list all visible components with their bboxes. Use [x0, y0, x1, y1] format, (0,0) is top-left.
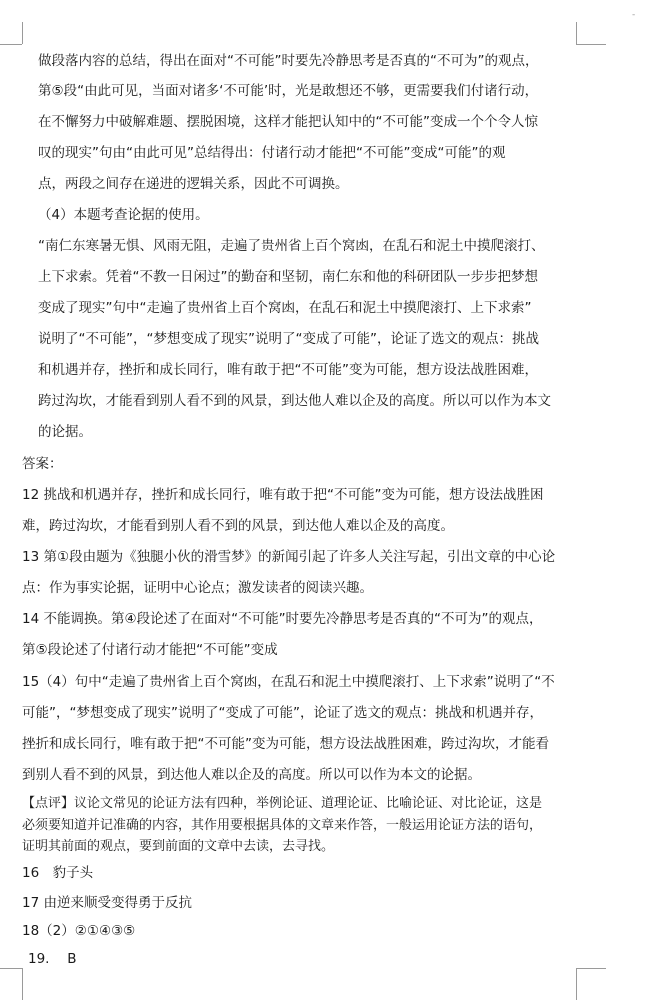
comment-line: 证明其前面的观点，要到前面的文章中去读，去寻找。 — [22, 839, 335, 854]
crop-mark-top-left — [0, 22, 23, 44]
crop-mark-bottom-left-vertical — [22, 968, 23, 1000]
analysis-line: 点，两段之间存在递进的逻辑关系，因此不可调换。 — [38, 176, 349, 192]
crop-mark-top-right — [576, 22, 599, 44]
analysis-line: 跨过沟坎，才能看到别人看不到的风景，到达他人难以企及的高度。所以可以作为本文 — [38, 393, 551, 409]
answer-19: 19. B — [28, 951, 77, 967]
crop-mark-top-left-horizontal — [0, 44, 22, 45]
answer-line: 到别人看不到的风景，到达他人难以企及的高度。所以可以作为本文的论据。 — [22, 767, 481, 783]
answer-line: 挫折和成长同行，唯有敢于把“不可能”变为可能，想方设法战胜困难，跨过沟坎，才能看 — [22, 736, 549, 752]
answer-18: 18（2）②①④③⑤ — [22, 923, 136, 939]
page-dot-mark: - — [632, 10, 636, 20]
analysis-line: “南仁东寒暑无惧、风雨无阻，走遍了贵州省上百个窝凼，在乱石和泥土中摸爬滚打、 — [38, 238, 545, 254]
comment-line: 必须要知道并记准确的内容，其作用要根据具体的文章来作答，一般运用论证方法的语句， — [22, 818, 543, 833]
analysis-line: 叹的现实”句由“由此可见”总结得出：付诸行动才能把“不可能”变成“可能”的观 — [38, 145, 506, 161]
answer-line: 13 第①段由题为《独腿小伙的滑雪梦》的新闻引起了许多人关注写起，引出文章的中心论 — [22, 549, 556, 565]
answer-line: 点：作为事实论据，证明中心论点；激发读者的阅读兴趣。 — [22, 580, 373, 596]
comment-line: 【点评】议论文常见的论证方法有四种，举例论证、道理论证、比喻论证、对比论证，这是 — [22, 796, 543, 811]
answer-line: 第⑤段论述了付诸行动才能把“不可能”变成 — [22, 642, 278, 658]
crop-mark-top-right-horizontal — [576, 44, 606, 45]
crop-mark-bottom-left — [0, 968, 22, 969]
answer-17: 17 由逆来顺受变得勇于反抗 — [22, 895, 192, 911]
answer-line: 15（4）句中“走遍了贵州省上百个窝凼，在乱石和泥土中摸爬滚打、上下求索”说明了“不 — [22, 674, 555, 690]
answer-line: 14 不能调换。第④段论述了在面对“不可能”时要先冷静思考是否真的“不可为”的观点， — [22, 611, 543, 627]
analysis-line: 说明了“不可能”，“梦想变成了现实”说明了“变成了可能”，论证了选文的观点：挑战 — [38, 331, 539, 347]
answer-line: 12 挑战和机遇并存，挫折和成长同行，唯有敢于把“不可能”变为可能，想方设法战胜困 — [22, 487, 544, 503]
analysis-line: 的论据。 — [38, 424, 92, 440]
analysis-line: 做段落内容的总结，得出在面对“不可能”时要先冷静思考是否真的“不可为”的观点， — [38, 53, 539, 69]
analysis-line: （4）本题考查论据的使用。 — [38, 207, 209, 223]
answer-line: 可能”，“梦想变成了现实”说明了“变成了可能”，论证了选文的观点：挑战和机遇并存， — [22, 705, 543, 721]
analysis-line: 上下求索。凭着“不教一日闲过”的勤奋和坚韧，南仁东和他的科研团队一步步把梦想 — [38, 269, 538, 285]
analysis-line: 和机遇并存，挫折和成长同行，唯有敢于把“不可能”变为可能，想方设法战胜困难， — [38, 362, 538, 378]
analysis-line: 在不懈努力中破解难题、摆脱困境，这样才能把认知中的“不可能”变成一个个令人惊 — [38, 114, 538, 130]
answer-line: 难，跨过沟坎，才能看到别人看不到的风景，到达他人难以企及的高度。 — [22, 518, 454, 534]
crop-mark-bottom-right — [576, 968, 606, 969]
analysis-line: 第⑤段“由此可见，当面对诸多‘不可能’时，光是敢想还不够，更需要我们付诸行动， — [38, 83, 539, 99]
answers-heading: 答案： — [22, 456, 63, 472]
analysis-line: 变成了现实”句中“走遍了贵州省上百个窝凼，在乱石和泥土中摸爬滚打、上下求索” — [38, 300, 532, 316]
answer-16: 16 豹子头 — [22, 865, 94, 881]
crop-mark-bottom-right-vertical — [576, 968, 577, 1000]
